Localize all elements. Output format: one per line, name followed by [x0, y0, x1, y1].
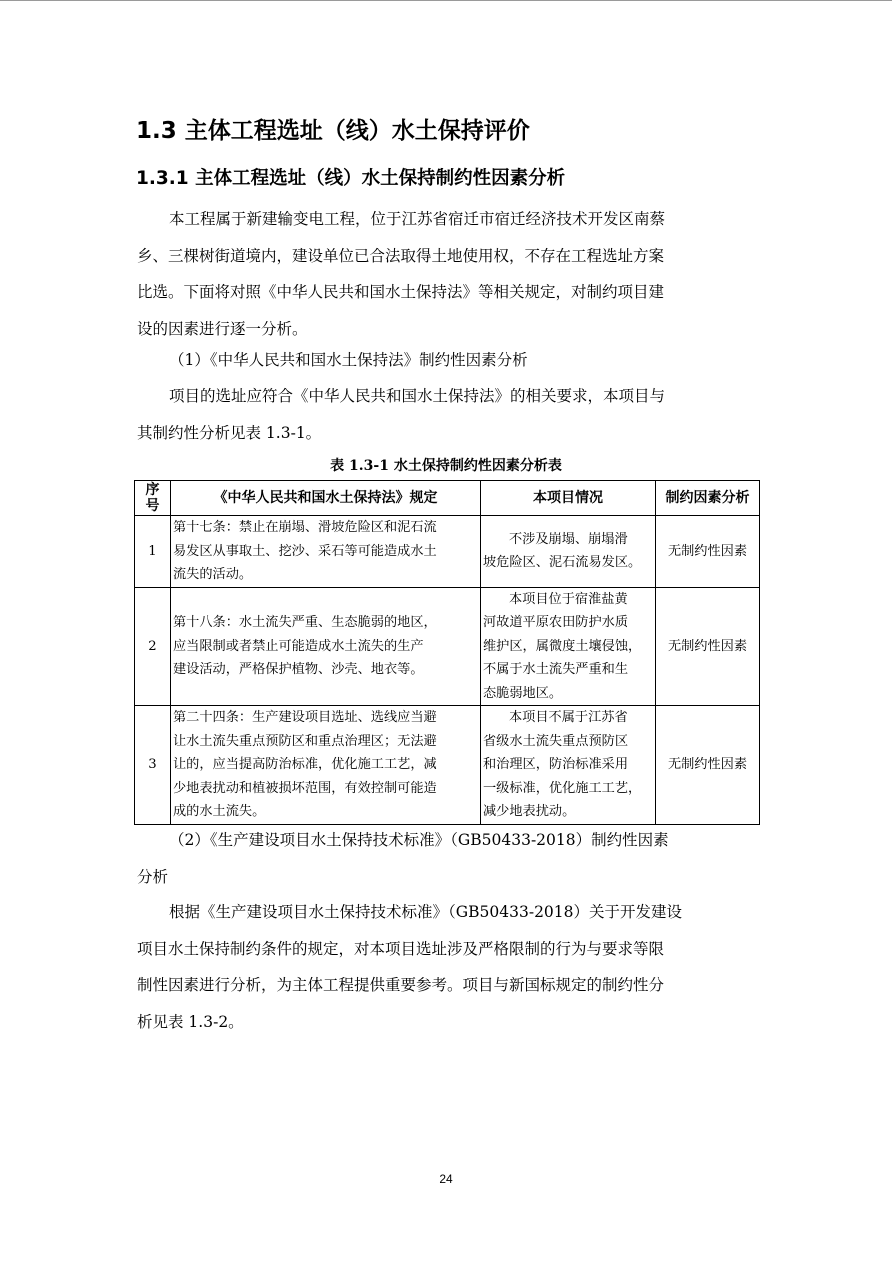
item1-paragraph: [137, 378, 755, 451]
item2-body-line: 根据《生产建设项目水土保持技术标准》（GB50433-2018）关于开发建设: [169, 903, 683, 921]
row-situation: 本项目位于宿淮盐黄 河故道平原农田防护水质 维护区，属微度土壤侵蚀， 不属于水土流失严重和生 态脆弱地区。: [481, 587, 656, 706]
item2-body: [137, 894, 755, 1040]
row-conclusion: 无制约性因素: [656, 587, 760, 706]
item2-body-line: 析见表 1.3-2。: [137, 1012, 244, 1031]
row-situation: 不涉及崩塌、崩塌滑 坡危险区、泥石流易发区。: [481, 516, 656, 588]
row-rule: 第十七条：禁止在崩塌、滑坡危险区和泥石流 易发区从事取土、挖沙、采石等可能造成水土 流失的活动。: [171, 516, 481, 588]
row-conclusion: 无制约性因素: [656, 706, 760, 825]
row-no: 3: [135, 706, 171, 825]
intro-line: 乡、三棵树街道境内，建设单位已合法取得土地使用权，不存在工程选址方案: [137, 246, 665, 265]
header-no: 序 号: [135, 481, 171, 516]
intro-line: 设的因素进行逐一分析。: [137, 319, 308, 338]
intro-line: 本工程属于新建输变电工程，位于江苏省宿迁市宿迁经济技术开发区南蔡: [169, 210, 666, 228]
row-rule: 第二十四条：生产建设项目选址、选线应当避 让水土流失重点预防区和重点治理区；无法避 让的，应当提高防治标准，优化施工工艺，减 少地表扰动和植被损坏范围，有效控制可能造 成的水土流失。: [171, 706, 481, 825]
row-no: 2: [135, 587, 171, 706]
item1-line: 项目的选址应符合《中华人民共和国水土保持法》的相关要求，本项目与: [169, 387, 666, 405]
item2-line: （2）《生产建设项目水土保持技术标准》（GB50433-2018）制约性因素: [169, 831, 669, 849]
row-no: 1: [135, 516, 171, 588]
page-number: 24: [439, 1172, 453, 1186]
table-row: [135, 587, 760, 706]
constraint-analysis-table: [134, 480, 760, 825]
header-situation: 本项目情况: [481, 481, 656, 516]
intro-line: 比选。下面将对照《中华人民共和国水土保持法》等相关规定，对制约项目建: [137, 283, 665, 301]
item2-heading: [137, 822, 755, 895]
item2-body-line: 项目水土保持制约条件的规定，对本项目选址涉及严格限制的行为与要求等限: [137, 939, 665, 958]
top-border-line: [0, 0, 892, 1]
item1-line: 其制约性分析见表 1.3-1。: [137, 423, 322, 442]
item1-heading: （1）《中华人民共和国水土保持法》制约性因素分析: [169, 351, 528, 369]
table-header-row: [135, 481, 760, 516]
item2-body-line: 制性因素进行分析，为主体工程提供重要参考。项目与新国标规定的制约性分: [137, 976, 665, 994]
header-rule: 《中华人民共和国水土保持法》规定: [171, 481, 481, 516]
row-rule: 第十八条：水土流失严重、生态脆弱的地区， 应当限制或者禁止可能造成水土流失的生产 建设活动，严格保护植物、沙壳、地衣等。: [171, 587, 481, 706]
row-conclusion: 无制约性因素: [656, 516, 760, 588]
table-row: [135, 516, 760, 588]
item2-line: 分析: [137, 867, 169, 886]
row-situation: 本项目不属于江苏省 省级水土流失重点预防区 和治理区，防治标准采用 一级标准，优化施工工艺， 减少地表扰动。: [481, 706, 656, 825]
header-conclusion: 制约因素分析: [656, 481, 760, 516]
table-row: [135, 706, 760, 825]
section-title: 1.3 主体工程选址（线）水土保持评价: [136, 118, 530, 144]
subsection-title: 1.3.1 主体工程选址（线）水土保持制约性因素分析: [136, 168, 566, 189]
intro-paragraph: [137, 201, 755, 347]
table-caption: 表 1.3-1 水土保持制约性因素分析表: [330, 458, 562, 474]
